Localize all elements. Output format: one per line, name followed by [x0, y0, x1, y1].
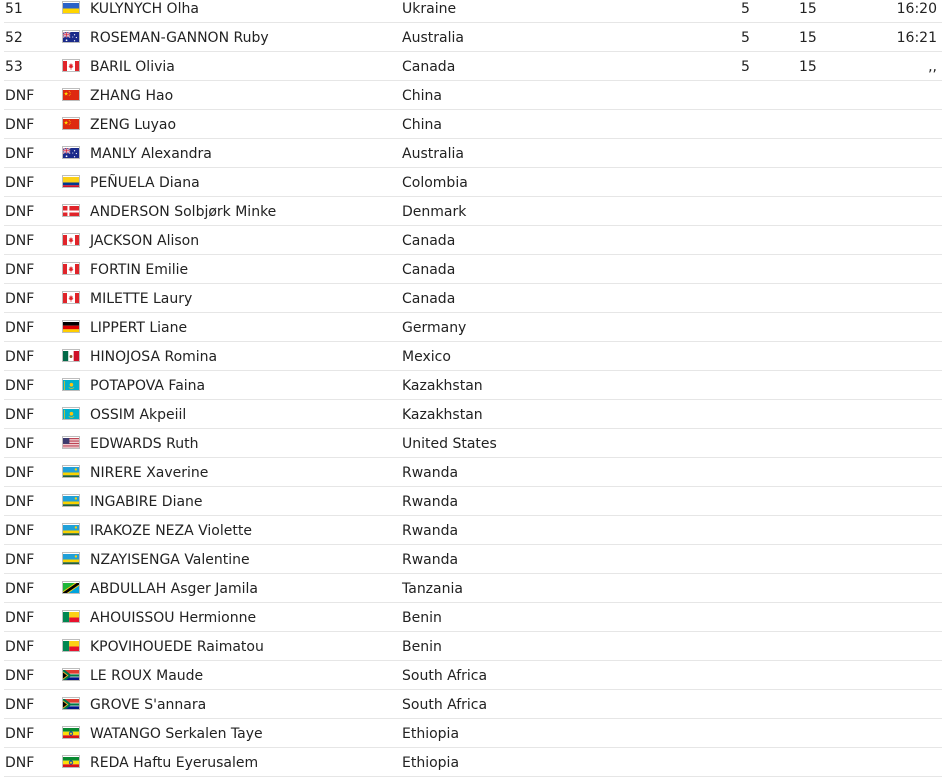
rider-position: DNF — [5, 378, 35, 394]
rider-name-link[interactable]: REDA Haftu Eyerusalem — [90, 755, 259, 771]
rider-name-link[interactable]: ZHANG Hao — [90, 88, 174, 104]
usa-flag-icon — [62, 436, 80, 449]
rider-position: DNF — [5, 436, 35, 452]
rider-name-link[interactable]: ABDULLAH Asger Jamila — [90, 581, 258, 597]
rider-position: DNF — [5, 552, 35, 568]
team-name-link[interactable]: Tanzania — [402, 581, 463, 597]
rwanda-flag-icon — [62, 494, 80, 507]
rwanda-flag-icon — [62, 465, 80, 478]
points-column-1: 5 — [741, 1, 750, 17]
rider-position: 53 — [5, 59, 23, 75]
rider-name-link[interactable]: PEÑUELA Diana — [90, 175, 200, 191]
table-row — [4, 0, 942, 23]
rider-name-link[interactable]: KULYNYCH Olha — [90, 1, 199, 17]
team-name-link[interactable]: Canada — [402, 233, 456, 249]
rider-name-link[interactable]: FORTIN Emilie — [90, 262, 189, 278]
rider-name-link[interactable]: EDWARDS Ruth — [90, 436, 199, 452]
canada-flag-icon — [62, 262, 80, 275]
rider-name-link[interactable]: ROSEMAN-GANNON Ruby — [90, 30, 269, 46]
rider-name-link[interactable]: OSSIM Akpeiil — [90, 407, 187, 423]
team-name-link[interactable]: Rwanda — [402, 552, 459, 568]
table-row — [4, 371, 942, 400]
rider-position: DNF — [5, 465, 35, 481]
kazakhstan-flag-icon — [62, 407, 80, 420]
rider-position: DNF — [5, 262, 35, 278]
rider-position: DNF — [5, 726, 35, 742]
rider-name-link[interactable]: ZENG Luyao — [90, 117, 177, 133]
table-row — [4, 429, 942, 458]
rider-position: DNF — [5, 523, 35, 539]
ukraine-flag-icon — [62, 1, 80, 14]
rider-name-link[interactable]: BARIL Olivia — [90, 59, 175, 75]
rider-position: DNF — [5, 668, 35, 684]
team-name-link[interactable]: Canada — [402, 262, 456, 278]
benin-flag-icon — [62, 610, 80, 623]
canada-flag-icon — [62, 233, 80, 246]
rider-position: DNF — [5, 291, 35, 307]
team-name-link[interactable]: Colombia — [402, 175, 468, 191]
team-name-link[interactable]: Kazakhstan — [402, 378, 483, 394]
team-name-link[interactable]: Ethiopia — [402, 726, 460, 742]
time-gap: 16:20 — [896, 1, 937, 17]
kazakhstan-flag-icon — [62, 378, 80, 391]
rider-position: DNF — [5, 175, 35, 191]
time-gap: ,, — [928, 59, 937, 75]
rider-name-link[interactable]: JACKSON Alison — [90, 233, 200, 249]
team-name-link[interactable]: Kazakhstan — [402, 407, 483, 423]
australia-flag-icon — [62, 146, 80, 159]
canada-flag-icon — [62, 291, 80, 304]
rwanda-flag-icon — [62, 552, 80, 565]
denmark-flag-icon — [62, 204, 80, 217]
team-name-link[interactable]: Ukraine — [402, 1, 457, 17]
rider-position: DNF — [5, 755, 35, 771]
table-row — [4, 748, 942, 777]
canada-flag-icon — [62, 59, 80, 72]
team-name-link[interactable]: Canada — [402, 59, 456, 75]
rider-name-link[interactable]: AHOUISSOU Hermionne — [90, 610, 257, 626]
rider-name-link[interactable]: IRAKOZE NEZA Violette — [90, 523, 252, 539]
rider-name-link[interactable]: NZAYISENGA Valentine — [90, 552, 250, 568]
rider-position: DNF — [5, 233, 35, 249]
team-name-link[interactable]: Australia — [402, 146, 464, 162]
table-row — [4, 661, 942, 690]
rider-position: 51 — [5, 1, 23, 17]
team-name-link[interactable]: South Africa — [402, 697, 488, 713]
table-row — [4, 574, 942, 603]
tanzania-flag-icon — [62, 581, 80, 594]
time-gap: 16:21 — [896, 30, 937, 46]
ethiopia-flag-icon — [62, 755, 80, 768]
rider-position: DNF — [5, 697, 35, 713]
table-row — [4, 487, 942, 516]
table-row — [4, 139, 942, 168]
table-row — [4, 516, 942, 545]
south-africa-flag-icon — [62, 668, 80, 681]
rider-position: DNF — [5, 581, 35, 597]
team-name-link[interactable]: Mexico — [402, 349, 451, 365]
ethiopia-flag-icon — [62, 726, 80, 739]
team-name-link[interactable]: Rwanda — [402, 523, 459, 539]
table-row — [4, 23, 942, 52]
team-name-link[interactable]: Canada — [402, 291, 456, 307]
table-row — [4, 81, 942, 110]
rider-name-link[interactable]: WATANGO Serkalen Taye — [90, 726, 263, 742]
rider-position: DNF — [5, 610, 35, 626]
rider-name-link[interactable]: POTAPOVA Faina — [90, 378, 206, 394]
team-name-link[interactable]: South Africa — [402, 668, 488, 684]
rider-position: DNF — [5, 117, 35, 133]
mexico-flag-icon — [62, 349, 80, 362]
team-name-link[interactable]: Benin — [402, 639, 442, 655]
benin-flag-icon — [62, 639, 80, 652]
team-name-link[interactable]: China — [402, 88, 442, 104]
team-name-link[interactable]: China — [402, 117, 442, 133]
team-name-link[interactable]: Ethiopia — [402, 755, 460, 771]
china-flag-icon — [62, 117, 80, 130]
rider-position: DNF — [5, 494, 35, 510]
rider-name-link[interactable]: ANDERSON Solbjørk Minke — [90, 204, 277, 220]
team-name-link[interactable]: United States — [402, 436, 497, 452]
australia-flag-icon — [62, 30, 80, 43]
rider-name-link[interactable]: MANLY Alexandra — [90, 146, 212, 162]
rider-position: DNF — [5, 146, 35, 162]
team-name-link[interactable]: Rwanda — [402, 494, 459, 510]
team-name-link[interactable]: Australia — [402, 30, 464, 46]
rider-position: 52 — [5, 30, 23, 46]
table-row — [4, 400, 942, 429]
rider-name-link[interactable]: INGABIRE Diane — [90, 494, 203, 510]
table-row — [4, 168, 942, 197]
rider-position: DNF — [5, 88, 35, 104]
rider-name-link[interactable]: HINOJOSA Romina — [90, 349, 218, 365]
germany-flag-icon — [62, 320, 80, 333]
rider-position: DNF — [5, 204, 35, 220]
table-row — [4, 342, 942, 371]
table-row — [4, 255, 942, 284]
points-column-2: 15 — [799, 1, 817, 17]
rider-position: DNF — [5, 639, 35, 655]
points-column-1: 5 — [741, 59, 750, 75]
team-name-link[interactable]: Rwanda — [402, 465, 459, 481]
rider-name-link[interactable]: MILETTE Laury — [90, 291, 193, 307]
table-row — [4, 313, 942, 342]
points-column-2: 15 — [799, 30, 817, 46]
table-row — [4, 545, 942, 574]
table-row — [4, 603, 942, 632]
points-column-1: 5 — [741, 30, 750, 46]
table-row — [4, 197, 942, 226]
rider-position: DNF — [5, 349, 35, 365]
colombia-flag-icon — [62, 175, 80, 188]
rider-name-link[interactable]: KPOVIHOUEDE Raimatou — [90, 639, 264, 655]
table-row — [4, 632, 942, 661]
rider-name-link[interactable]: LE ROUX Maude — [90, 668, 204, 684]
rider-position: DNF — [5, 407, 35, 423]
team-name-link[interactable]: Germany — [402, 320, 467, 336]
table-row — [4, 690, 942, 719]
results-table — [4, 0, 942, 777]
team-name-link[interactable]: Denmark — [402, 204, 467, 220]
table-row — [4, 719, 942, 748]
south-africa-flag-icon — [62, 697, 80, 710]
rider-name-link[interactable]: GROVE S'annara — [90, 697, 207, 713]
rider-name-link[interactable]: LIPPERT Liane — [90, 320, 188, 336]
table-row — [4, 458, 942, 487]
points-column-2: 15 — [799, 59, 817, 75]
table-row — [4, 52, 942, 81]
china-flag-icon — [62, 88, 80, 101]
table-row — [4, 226, 942, 255]
rwanda-flag-icon — [62, 523, 80, 536]
table-row — [4, 110, 942, 139]
table-row — [4, 284, 942, 313]
rider-position: DNF — [5, 320, 35, 336]
team-name-link[interactable]: Benin — [402, 610, 442, 626]
rider-name-link[interactable]: NIRERE Xaverine — [90, 465, 209, 481]
